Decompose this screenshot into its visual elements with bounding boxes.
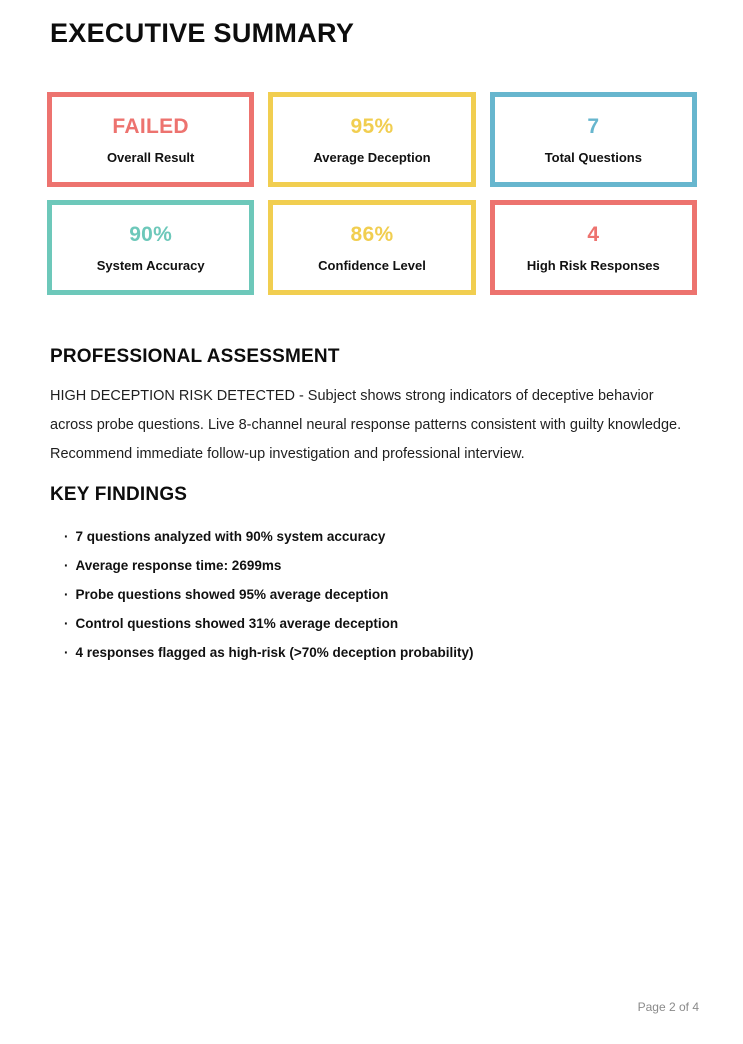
finding-text: 7 questions analyzed with 90% system accuracy bbox=[75, 529, 386, 544]
finding-item bbox=[64, 638, 684, 667]
metric-card-high-risk-responses bbox=[490, 200, 697, 295]
summary-cards-grid bbox=[47, 92, 697, 295]
bullet-icon: · bbox=[64, 645, 69, 660]
finding-item bbox=[64, 580, 684, 609]
finding-text: 4 responses flagged as high-risk (>70% deception probability) bbox=[75, 645, 474, 660]
metric-value: 90% bbox=[129, 222, 173, 246]
metric-value: 95% bbox=[350, 114, 394, 138]
metric-card-total-questions bbox=[490, 92, 697, 187]
assessment-body-text: HIGH DECEPTION RISK DETECTED - Subject shows strong indicators of deceptive behavior across probe questions. Live 8-channel neural response patterns consistent with guilty knowledge. Recommend immediate follow-up investigation and professional interview. bbox=[50, 388, 682, 462]
metric-card-overall-result bbox=[47, 92, 254, 187]
finding-text: Average response time: 2699ms bbox=[75, 558, 282, 573]
metric-label: Overall Result bbox=[106, 149, 195, 165]
metric-value: FAILED bbox=[112, 114, 189, 138]
metric-card-system-accuracy bbox=[47, 200, 254, 295]
metric-value: 86% bbox=[350, 222, 394, 246]
findings-heading: KEY FINDINGS bbox=[50, 484, 188, 505]
metric-card-average-deception bbox=[268, 92, 475, 187]
bullet-icon: · bbox=[64, 558, 69, 573]
metric-label: Confidence Level bbox=[318, 257, 426, 273]
finding-text: Control questions showed 31% average deception bbox=[75, 616, 399, 631]
page-title: EXECUTIVE SUMMARY bbox=[50, 18, 355, 48]
findings-list bbox=[64, 522, 684, 667]
bullet-icon: · bbox=[64, 587, 69, 602]
metric-value: 7 bbox=[587, 114, 600, 138]
metric-card-confidence-level bbox=[268, 200, 475, 295]
metric-label: System Accuracy bbox=[96, 257, 205, 273]
finding-item bbox=[64, 551, 684, 580]
finding-item bbox=[64, 522, 684, 551]
metric-value: 4 bbox=[587, 222, 600, 246]
finding-text: Probe questions showed 95% average deception bbox=[75, 587, 389, 602]
finding-item bbox=[64, 609, 684, 638]
metric-label: High Risk Responses bbox=[526, 257, 660, 273]
page-number: Page 2 of 4 bbox=[637, 1000, 699, 1014]
metric-label: Total Questions bbox=[544, 149, 642, 165]
bullet-icon: · bbox=[64, 616, 69, 631]
bullet-icon: · bbox=[64, 529, 69, 544]
metric-label: Average Deception bbox=[313, 149, 431, 165]
assessment-heading: PROFESSIONAL ASSESSMENT bbox=[50, 346, 340, 367]
